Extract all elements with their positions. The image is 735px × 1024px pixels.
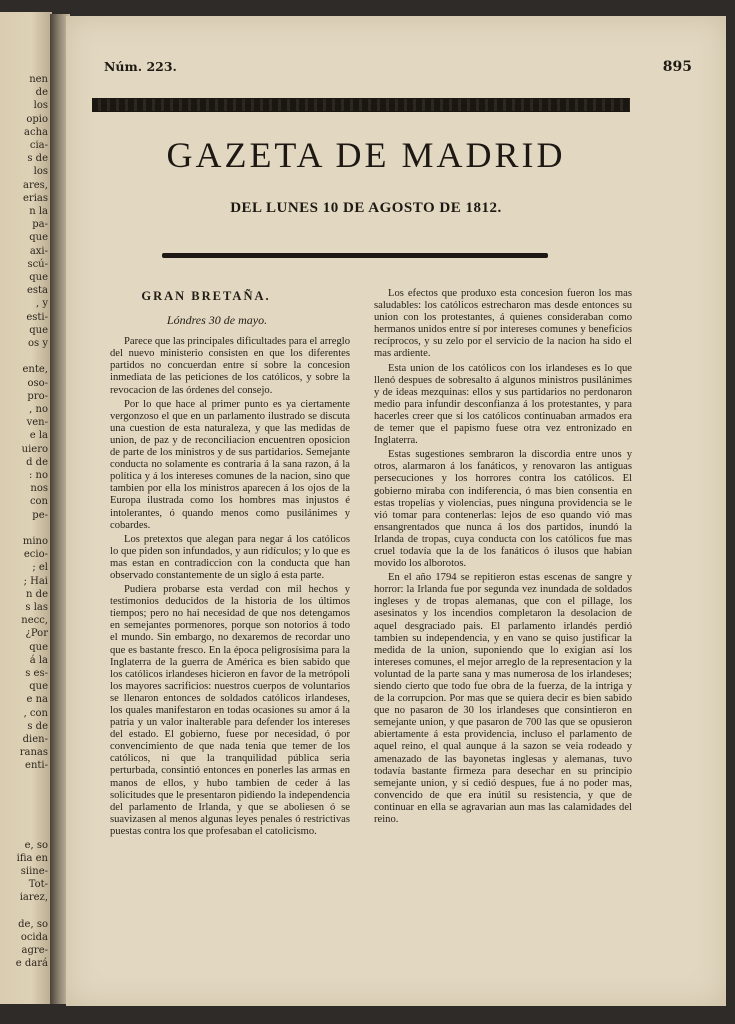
facing-page-fragment: e, so (24, 839, 48, 851)
masthead-title: GAZETA DE MADRID (166, 135, 566, 175)
facing-page-fragment: iarez, (19, 892, 48, 904)
facing-page-fragment: s las (25, 602, 48, 613)
facing-page-fragment: pro- (27, 390, 48, 402)
facing-page-fragment: uiero (21, 443, 48, 455)
facing-page-fragment: ; el (32, 562, 48, 574)
facing-page-fragment: erias (23, 192, 48, 204)
facing-page-fragment: de, so (18, 918, 48, 930)
facing-page-fragment: scú- (27, 258, 48, 270)
facing-page-fragment: os y (28, 338, 48, 349)
facing-page-fragment: nos (30, 483, 48, 495)
facing-page-fragment: : no (28, 470, 48, 481)
article-paragraph: Esta union de los católicos con los irlandeses es lo que llenó despues de sobresalto á algunos ministros pusilánimes y de ideas mezquinas: ellos y sus partidarios no perdonaron medio para infundir desconfianza á los protestantes, y para hacerles creer que si los católicos continuaban armados era de temer que el papismo fuese otra vez entronizado en Inglaterra. (374, 362, 632, 447)
facing-page-fragment: s de (27, 153, 48, 165)
facing-page-fragment: con (29, 496, 48, 508)
facing-page-fragment: ¿Por (25, 628, 48, 640)
facing-page-fragment: oso- (27, 377, 48, 389)
facing-page-fragment: ifia en (16, 852, 48, 864)
facing-page-fragment: agre- (21, 945, 48, 957)
facing-page-fragment: ven- (26, 417, 48, 429)
article-paragraph: Estas sugestiones sembraron la discordia entre unos y otros, alarmaron á los fanáticos, y renovaron las antiguas persecuciones y los horrores contra los católicos. El gobierno miraba con indiferencia, ó mas bien consentia en estas tropelías y violencias, pues ninguna providencia se le vió tomar para contenerlas: lejos de eso quando vió mas ensangrentados que nunca á los dos partidos, inundó la Irlanda de tropas, cuya conducta con los católicos fue mas cruel todavía que la de los fanáticos ó ilusos que habian movido los alborotos. (374, 449, 632, 570)
facing-page-fragment: axi- (29, 245, 48, 257)
facing-page-fragment: los (33, 100, 48, 112)
facing-page-fragment: enti- (25, 760, 48, 772)
facing-page-fragment: ; Hai (23, 575, 48, 587)
facing-page-fragment: dien- (22, 734, 48, 745)
facing-page-fragment: necc, (21, 615, 48, 627)
facing-page-fragment: que (29, 324, 48, 336)
section-title: GRAN BRETAÑA. (141, 289, 271, 303)
facing-page-fragment: que (29, 272, 48, 283)
facing-page-fragment: ocida (20, 932, 48, 943)
facing-page-fragment: pe- (32, 509, 48, 521)
article-dateline: Lóndres 30 de mayo. (166, 313, 268, 328)
issue-date: DEL LUNES 10 DE AGOSTO DE 1812. (230, 200, 502, 216)
facing-page-fragment: , con (23, 707, 48, 719)
article-paragraph: Los pretextos que alegan para negar á los católicos lo que piden son infundados, y aun ridículos; y lo que es mas estan en contradiccion con la conducta que han observado constantemente de un siglo á esta parte. (110, 533, 350, 581)
article-paragraph: Parece que las principales dificultades para el arreglo del nuevo ministerio consisten en que los diferentes partidos no concuerdan entre sí sobre la concesion inmediata de las peticiones de los católicos, y sobre la revocacion de las órdenes del consejo. (110, 336, 350, 396)
facing-page-fragment: , y (35, 298, 48, 310)
facing-page-fragment: esta (26, 285, 48, 297)
facing-page-fragment: á la (29, 654, 48, 666)
facing-page-left (0, 12, 52, 1004)
article-paragraph: Pudiera probarse esta verdad con mil hechos y testimonios deducidos de la historia de los últimos tiempos; pero no hai necesidad de que nos detengamos en semejantes pormenores, porque son notorios á todo el mundo. Sin embargo, no dexaremos de recordar uno que es bastante fresco. En la época peligrosísima para la Inglaterra de la guerra de América es bien sabido que los católicos irlandeses hicieron en favor de la metrópoli los mayores sacrificios: nuestros cuerpos de voluntarios se llenaron entonces de soldados católicos irlandeses, los quales manifestaron en todas ocasiones su amor á la patria y un valor inalterable para defender los intereses del estado. El gobierno, fuese por necesidad, ó por convencimiento de que nada tenia que temer de los católicos, ni que la tranquilidad pública seria perturbada, consintió entonces en ponerles las armas en manos de ellos, y hubo tambien de ceder á las solicitudes que le presentaron pidiendo la independencia del parlamento de Irlanda, y que se aboliesen ó se suavizasen al menos algunas leyes penales ó restrictivas puestas contra los que profesaban el catolicismo. (110, 584, 350, 837)
facing-page-fragment: de (35, 87, 48, 99)
facing-page-fragment: s es- (25, 668, 48, 679)
facing-page-fragment: opio (26, 113, 48, 125)
facing-page-fragment: acha (24, 126, 48, 138)
article-paragraph: Por lo que hace al primer punto es ya ciertamente vergonzoso el que en un parlamento ilustrado se discuta una cuestion de esta naturaleza, y que las medidas de union, de paz y de reconciliacion encuentren oposicion de parte de los ministros y de sus partidarios. Semejante conducta no solamente es contraria á la sana razon, á la política y á los intereses comunes de la nacion, sino que tambien por ella los ministros aparecen á los ojos de la Europa ilustrada como los hombres mas injustos é intolerantes, ó quando menos como pusilánimes y cobardes. (110, 398, 350, 531)
facing-page-fragment: Tot- (28, 879, 48, 891)
facing-page-fragment: cia- (29, 140, 48, 151)
facing-page-fragment: pa- (32, 219, 48, 231)
facing-page-fragment: esti- (26, 311, 48, 323)
top-ornamental-rule (92, 98, 630, 112)
facing-page-fragment: e la (29, 430, 48, 442)
facing-page-fragment: , no (29, 404, 48, 415)
article-paragraph: En el año 1794 se repitieron estas escenas de sangre y horror: la Irlanda fue por segunda vez inundada de soldados ingleses y de tropas alemanas, que con el pillage, los asesinatos y los incendios completaron la desolacion de aquel desgraciado pais. El parlamento irlandés perdió tambien su independencia, y en vano se quiso justificar la medida de la union, suponiendo que lo exigian así los intereses comunes, el mejor arreglo de la representacion y la voluntad de la parte sana y mas numerosa de los irlandeses; siendo cierto que todo fue obra de la fuerza, de la intriga y de la corrupcion. Por mas que se quiera decir es bien sabido que no pasaron de 30 los irlandeses que consintieron en semejante union, y que pasaron de 700 las que se opusieron abiertamente á esta providencia, incluso el parlamento de aquel reino, el qual aunque á la sazon se veia rodeado y amenazado de las bayonetas inglesas y alemanas, tuvo todavía bastante firmeza para desechar en su principio semejante union, y si cedió despues, fue á no poder mas, convencido de que era inútil su resistencia, y que de continuar en ella se agravarian aun mas las calamidades del reino. (374, 572, 632, 826)
facing-page-fragment: ares, (23, 179, 48, 191)
facing-page-fragment: s de (27, 720, 48, 732)
heading-divider (162, 253, 548, 258)
facing-page-fragment: siine- (20, 866, 48, 877)
facing-page-fragment: que (29, 641, 48, 653)
facing-page-fragment: ente, (22, 364, 48, 376)
facing-page-fragment: que (29, 232, 48, 244)
facing-page-fragment: que (29, 681, 48, 693)
facing-page-fragment: n de (26, 588, 48, 600)
column-right (374, 288, 632, 828)
facing-page-fragment: ecio- (23, 549, 48, 561)
issue-number: Núm. 223. (104, 59, 177, 74)
facing-page-fragment: mino (22, 536, 48, 547)
facing-page-fragment: nen (29, 74, 48, 85)
gazette-page (66, 16, 726, 1006)
article-paragraph: Los efectos que produxo esta concesion fueron los mas saludables: los católicos estrecharon mas desde entonces su union con los protestantes, á quienes consideraban como hermanos unidos entre sí por intereses comunes y beneficios recíprocos, y su zelo por el servicio de la nacion ha sido el mas ardiente. (374, 288, 632, 360)
facing-page-fragment: d de (26, 456, 48, 468)
facing-page-fragment: los (33, 166, 48, 178)
column-left (110, 286, 350, 840)
facing-page-fragment: e dará (15, 958, 48, 970)
facing-page-fragment: ranas (19, 747, 48, 759)
facing-page-fragment: n la (29, 206, 48, 217)
facing-page-fragment: e na (26, 694, 48, 706)
page-number: 895 (662, 59, 692, 75)
